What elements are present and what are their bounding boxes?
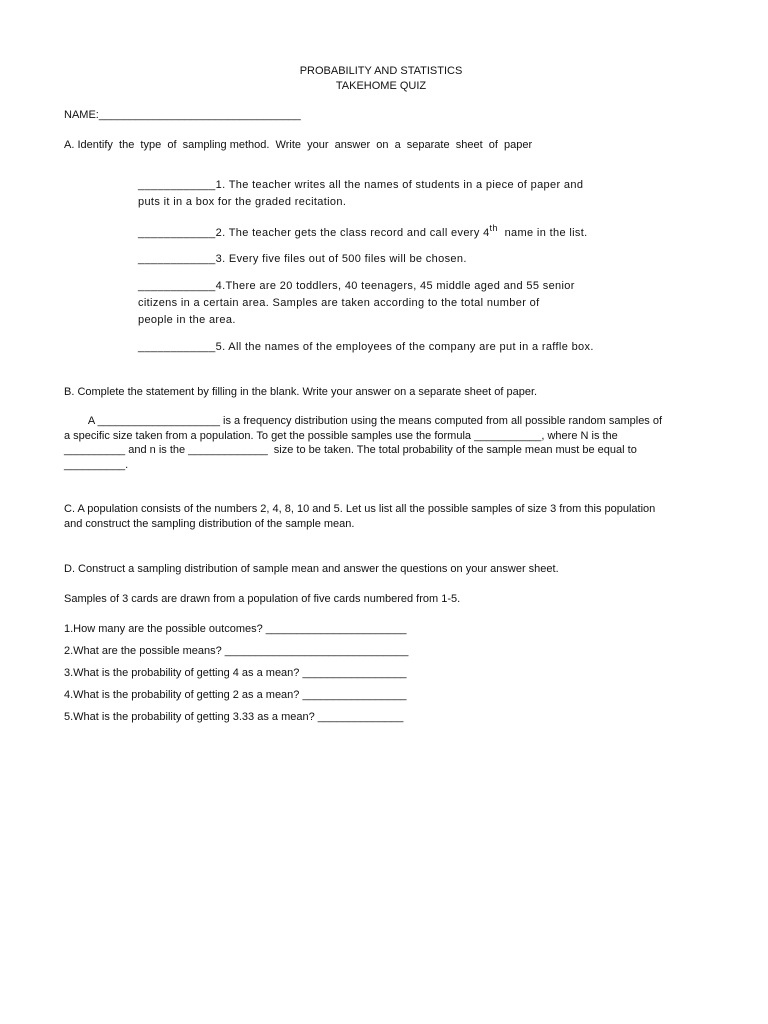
- section-a-item-1-line-2: puts it in a box for the graded recitation.: [138, 196, 347, 208]
- section-c-line-2: and construct the sampling distribution of the sample mean.: [64, 518, 355, 530]
- section-a-item-4-line-3: people in the area.: [138, 314, 236, 326]
- section-d-question-2: 2.What are the possible means? ______________________________: [64, 645, 409, 657]
- section-d-question-1: 1.How many are the possible outcomes? _______________________: [64, 623, 407, 635]
- section-b-line-3: __________ and n is the _____________ size to be taken. The total probability of the sample mean must be equal to: [64, 444, 637, 456]
- section-d-question-4: 4.What is the probability of getting 2 as a mean? _________________: [64, 689, 407, 701]
- section-b-line-4: __________.: [64, 459, 129, 471]
- section-a-item-2-superscript: th: [489, 223, 498, 233]
- section-a-item-4-line-1: ____________4.There are 20 toddlers, 40 teenagers, 45 middle aged and 55 senior: [138, 280, 575, 292]
- section-b-line-2: a specific size taken from a population. To get the possible samples use the formula ___________, where N is the: [64, 430, 618, 442]
- section-d-instruction: D. Construct a sampling distribution of sample mean and answer the questions on your answer sheet.: [64, 563, 559, 575]
- quiz-title: PROBABILITY AND STATISTICS: [299, 65, 463, 77]
- section-b-instruction: B. Complete the statement by filling in the blank. Write your answer on a separate sheet of paper.: [64, 386, 538, 398]
- section-a-item-2-prefix: ____________2. The teacher gets the class record and call every 4: [138, 227, 490, 239]
- section-d-question-3: 3.What is the probability of getting 4 as a mean? _________________: [64, 667, 407, 679]
- section-a-item-2: [138, 223, 588, 240]
- quiz-subtitle: TAKEHOME QUIZ: [335, 80, 427, 92]
- name-field-line: NAME:_________________________________: [64, 109, 301, 121]
- section-a-item-1-line-1: ____________1. The teacher writes all the names of students in a piece of paper and: [138, 179, 584, 191]
- section-a-item-4-line-2: citizens in a certain area. Samples are taken according to the total number of: [138, 297, 540, 309]
- section-a-item-3: ____________3. Every five files out of 500 files will be chosen.: [138, 253, 467, 265]
- section-d-question-5: 5.What is the probability of getting 3.33 as a mean? ______________: [64, 711, 404, 723]
- section-a-item-2-suffix: name in the list.: [497, 227, 588, 239]
- section-c-line-1: C. A population consists of the numbers 2, 4, 8, 10 and 5. Let us list all the possible samples of size 3 from this population: [64, 503, 656, 515]
- section-a-instruction: A. Identify the type of sampling method. Write your answer on a separate sheet of paper: [64, 139, 533, 151]
- section-d-context: Samples of 3 cards are drawn from a population of five cards numbered from 1-5.: [64, 593, 461, 605]
- section-b-line-1: A ____________________ is a frequency distribution using the means computed from all possible random samples of: [64, 415, 663, 427]
- section-a-item-5: ____________5. All the names of the employees of the company are put in a raffle box.: [138, 341, 594, 353]
